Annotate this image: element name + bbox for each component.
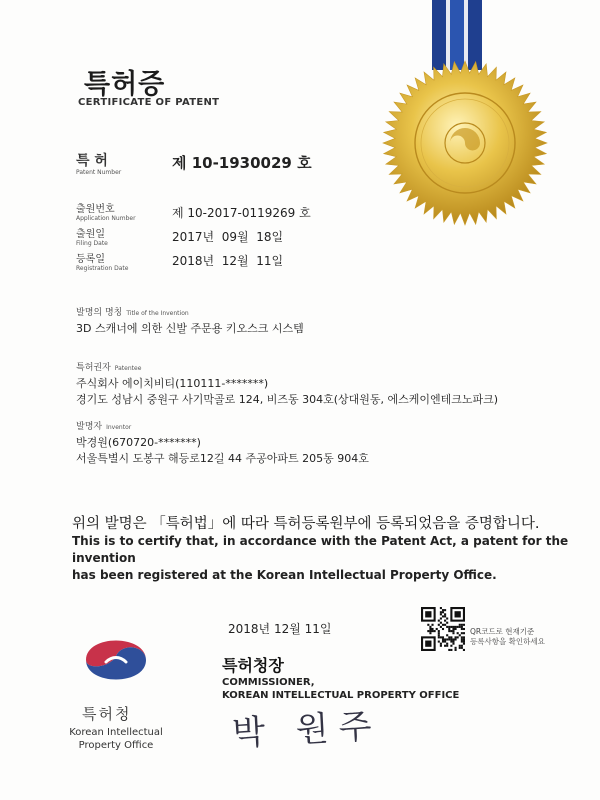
inventor-label	[76, 419, 131, 432]
registration-date-label-kr: 등록일	[76, 254, 105, 265]
commissioner-signature: 박 원주	[231, 706, 383, 754]
patentee-label-kr: 특허권자	[76, 363, 111, 373]
gold-seal-icon	[380, 58, 550, 228]
certification-statement-en	[72, 533, 572, 584]
patent-number-value: 제 10-1930029 호	[172, 154, 312, 172]
application-number-label	[76, 204, 136, 222]
filing-date-label-kr: 출원일	[76, 229, 105, 240]
qr-note	[470, 627, 545, 647]
logo-name-en	[62, 726, 170, 752]
commissioner-title-line-1: COMMISSIONER,	[222, 677, 315, 688]
kipo-logo-icon	[76, 622, 156, 692]
filing-date-value: 2017년 09월 18일	[172, 230, 284, 244]
filing-date-label	[76, 229, 108, 247]
patentee-label-en: Patentee	[114, 365, 142, 372]
application-number-label-kr: 출원번호	[76, 204, 115, 215]
registration-date-label-en: Registration Date	[76, 265, 129, 272]
invention-label-kr: 발명의 명칭	[76, 308, 123, 318]
certification-statement-kr: 위의 발명은 「특허법」에 따라 특허등록원부에 등록되었음을 증명합니다.	[72, 516, 540, 532]
patentee-name: 주식회사 에이치비티(110111-*******)	[76, 377, 269, 390]
invention-label	[76, 305, 189, 318]
registration-date-value: 2018년 12월 11일	[172, 254, 284, 268]
inventor-label-kr: 발명자	[76, 422, 103, 432]
qr-note-line-1: QR코드로 현재기준	[470, 627, 535, 636]
patentee-label	[76, 360, 141, 373]
inventor-label-en: Inventor	[106, 424, 132, 431]
commissioner-title-line-2: KOREAN INTELLECTUAL PROPERTY OFFICE	[222, 690, 460, 701]
logo-name-en-line-1: Korean Intellectual	[69, 727, 163, 738]
commissioner-title-en	[222, 676, 459, 702]
logo-name-kr: 특허청	[82, 705, 132, 723]
certification-line-2: has been registered at the Korean Intellectual Property Office.	[72, 568, 497, 582]
application-number-value: 제 10-2017-0119269 호	[172, 206, 311, 220]
certification-line-1: This is to certify that, in accordance with the Patent Act, a patent for the invention	[72, 534, 569, 565]
inventor-name: 박경원(670720-*******)	[76, 436, 201, 449]
filing-date-label-en: Filing Date	[76, 240, 108, 247]
patentee-address: 경기도 성남시 중원구 사기막골로 124, 비즈동 304호(상대원동, 에스케이엔테크노파크)	[76, 393, 499, 406]
registration-date-label	[76, 254, 128, 272]
qr-note-line-2: 등록사항을 확인하세요	[470, 637, 545, 646]
logo-name-en-line-2: Property Office	[78, 740, 154, 751]
patent-number-label-en: Patent Number	[76, 169, 122, 176]
inventor-address: 서울특별시 도봉구 해등로12길 44 주공아파트 205동 904호	[76, 452, 369, 465]
application-number-label-en: Application Number	[76, 215, 136, 222]
commissioner-title-kr: 특허청장	[222, 656, 284, 675]
invention-label-en: Title of the Invention	[126, 310, 189, 317]
patent-number-label-kr: 특 허	[76, 153, 108, 169]
issue-date: 2018년 12월 11일	[228, 622, 332, 636]
page-title: 특허증	[84, 69, 166, 100]
invention-title: 3D 스캐너에 의한 신발 주문용 키오스크 시스템	[76, 322, 304, 335]
patent-number-label	[76, 153, 121, 176]
page-subtitle: CERTIFICATE OF PATENT	[78, 97, 220, 108]
qr-code-icon[interactable]	[421, 607, 465, 651]
